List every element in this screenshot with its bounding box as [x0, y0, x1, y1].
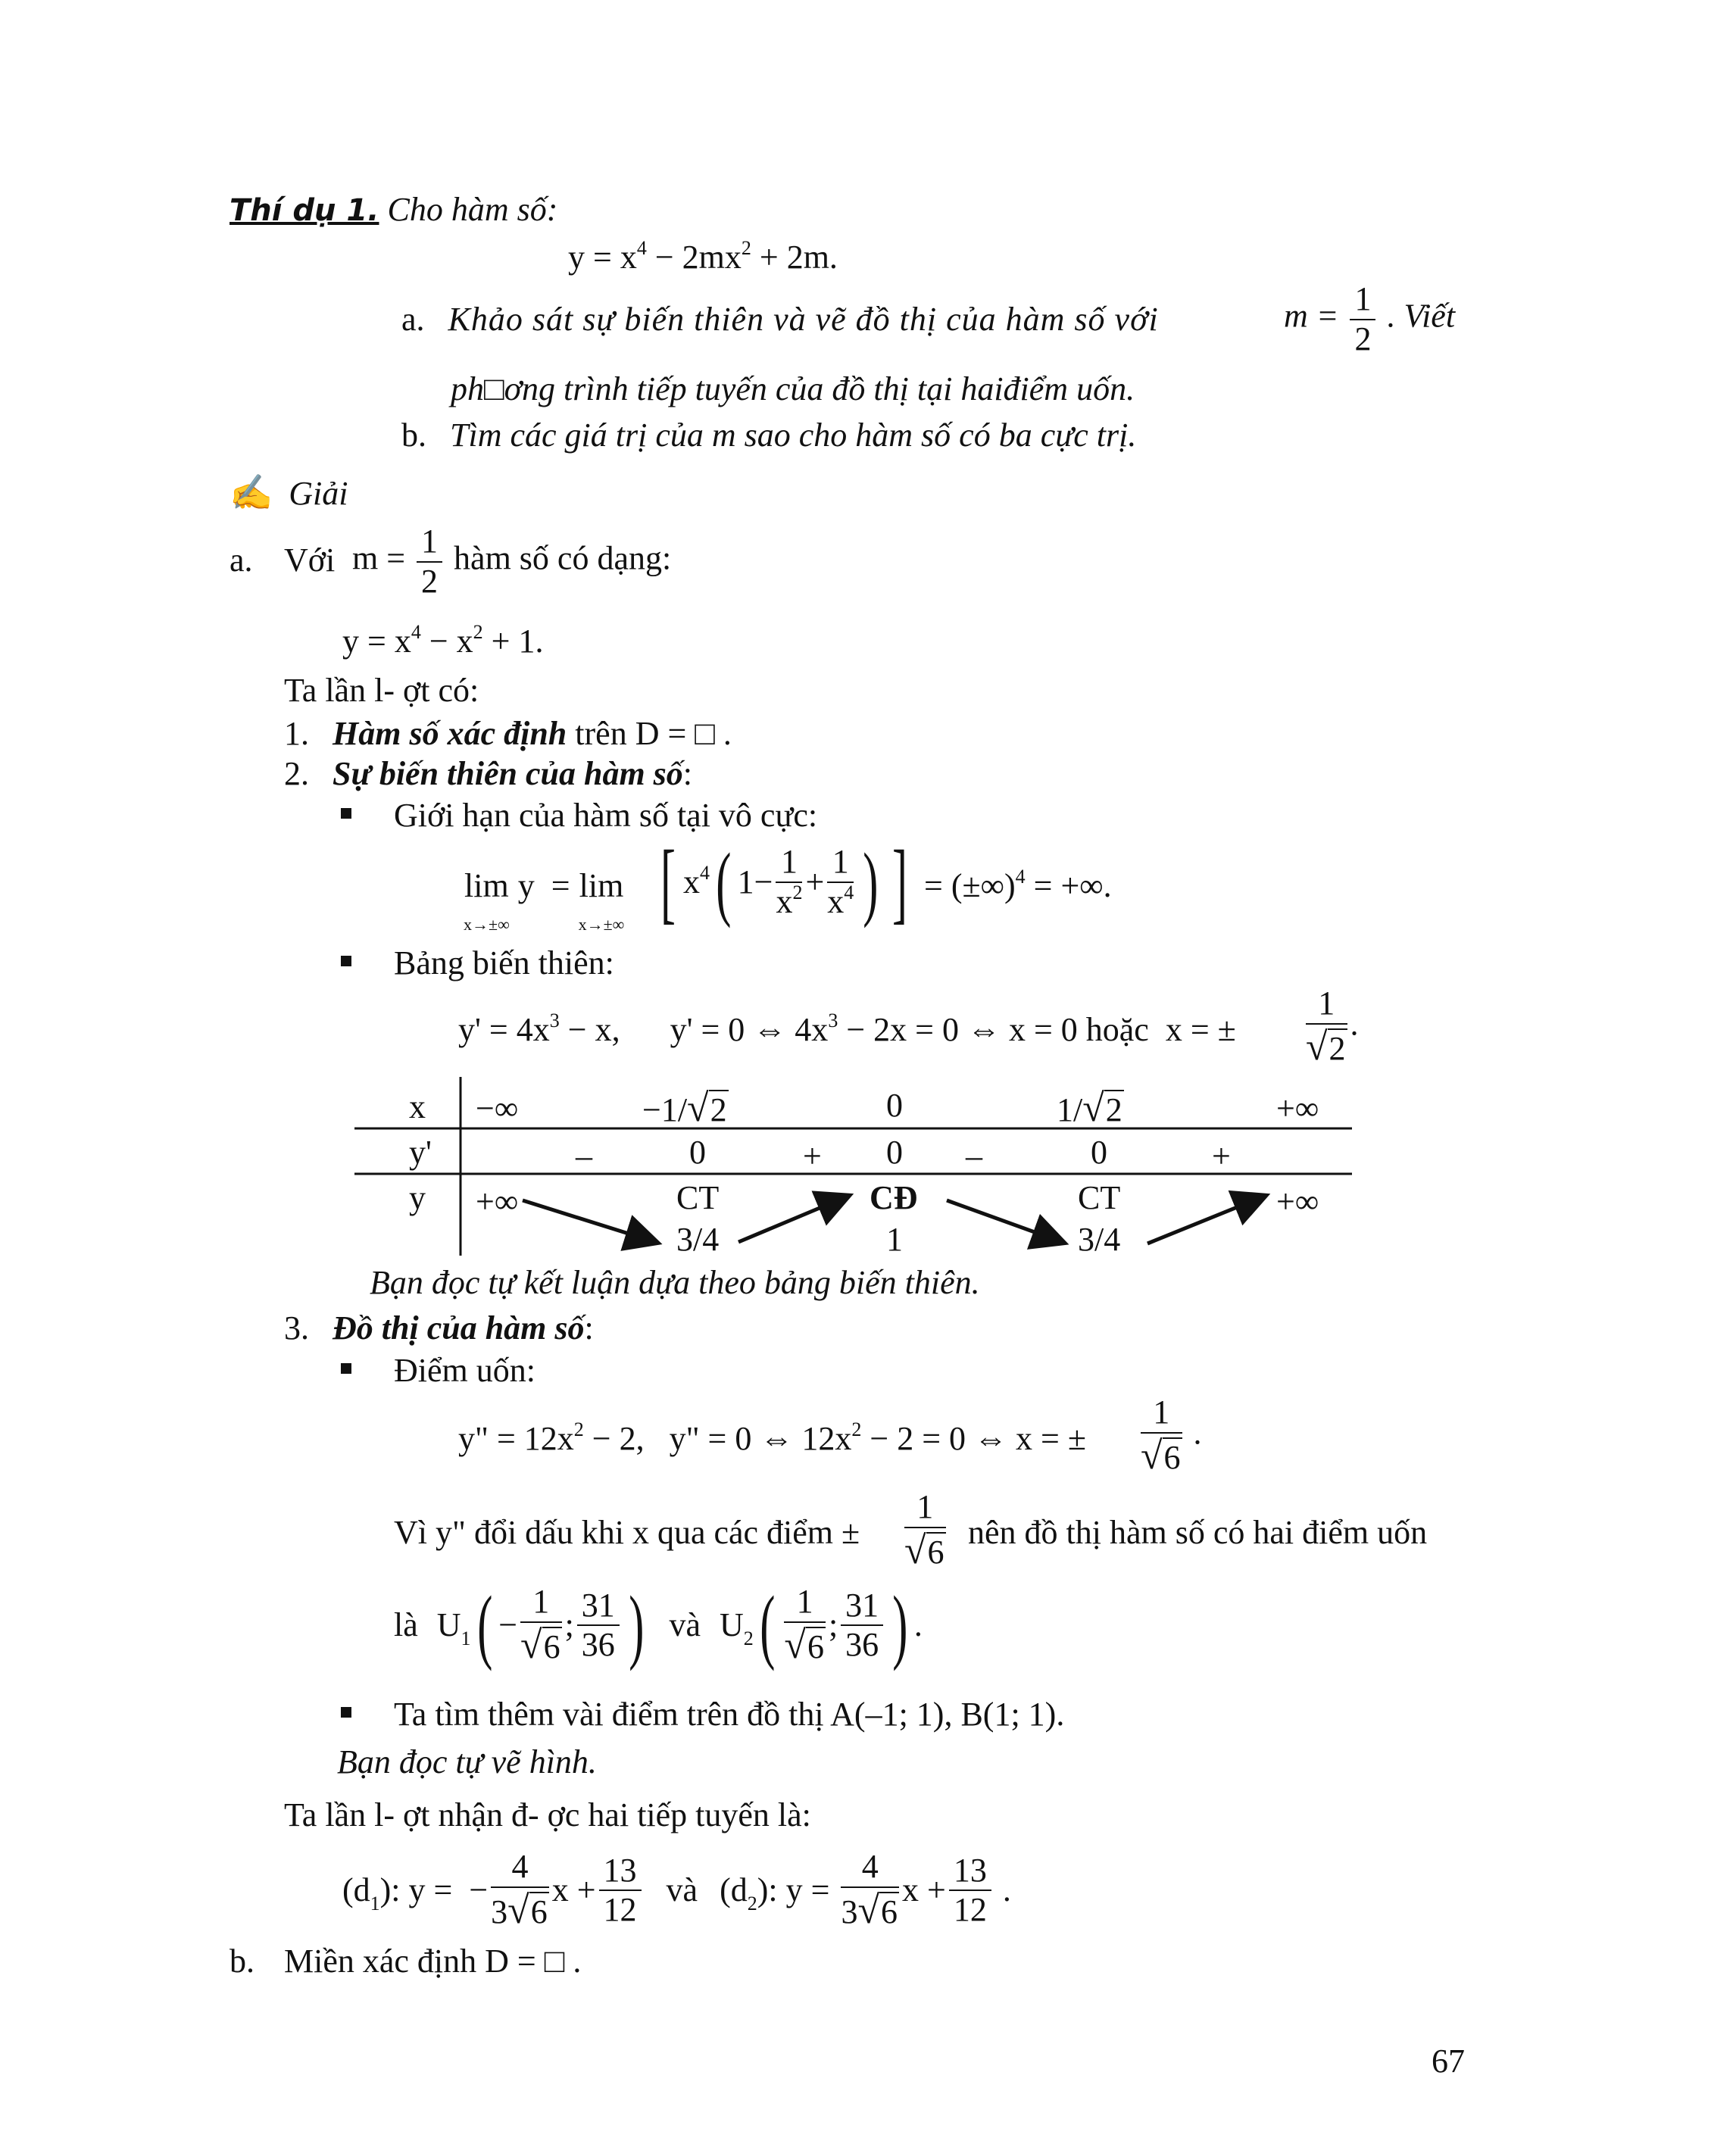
sign-cell: +: [1212, 1137, 1231, 1175]
y-top: CT: [676, 1179, 720, 1216]
y-bottom: 3/4: [1078, 1221, 1121, 1258]
y-top: CĐ: [870, 1179, 918, 1216]
sqrt-radicand: 2: [1105, 1091, 1122, 1128]
table-yp-label: y': [409, 1134, 432, 1171]
solution-a-with: Với: [284, 541, 336, 579]
sign-cell: –: [966, 1137, 982, 1175]
sign-cell: +: [803, 1137, 822, 1175]
lim-2-sub: x→±∞: [578, 915, 625, 934]
solution-a-m-label: m =: [352, 539, 406, 577]
part-a-den: 2: [1354, 320, 1372, 357]
part-a-viet: . Viết: [1387, 297, 1456, 335]
sqrt-radicand: 2: [710, 1091, 727, 1128]
sign-cell: 0: [1091, 1134, 1107, 1171]
x-value-text: −1/: [642, 1091, 688, 1128]
sign-change-text: Vì y" đổi dấu khi x qua các điểm ±: [394, 1514, 860, 1551]
sequence-text: Ta lần l- ợt có:: [284, 672, 479, 709]
extra-points: Ta tìm thêm vài điểm trên đồ thị A(–1; 1), B(1; 1).: [394, 1696, 1065, 1733]
inflection-title: Điểm uốn:: [394, 1352, 535, 1389]
example-intro: Cho hàm số:: [387, 191, 558, 228]
part-b-text: Tìm các giá trị của m sao cho hàm số có ba cực trị.: [450, 417, 1137, 454]
sign-cell: –: [576, 1137, 592, 1175]
derivative-fraction: $\frac{1}{√2}$ .: [1306, 985, 1359, 1069]
y-top: +∞: [476, 1183, 519, 1220]
bullet: [341, 1707, 351, 1718]
part-a-label: a.: [401, 301, 425, 338]
arrow-down-2: [947, 1200, 1062, 1242]
y-bottom: 3/4: [676, 1221, 720, 1258]
page-number: 67: [1432, 2042, 1465, 2080]
sign-change-fraction: $\frac{1}{√6}$: [904, 1488, 944, 1572]
table-title: Bảng biến thiên:: [394, 944, 614, 981]
x-value: +∞: [1276, 1090, 1319, 1127]
solution-a-rest: hàm số có dạng:: [454, 539, 672, 577]
limit-bracket-expr: [ $x^4$( 1− $\frac{1}{x^2}$ + $\frac{1}{x^4}$ ) ]: [660, 832, 907, 932]
sign-cell: 0: [886, 1134, 903, 1171]
sign-change-rest: nên đồ thị hàm số có hai điểm uốn: [968, 1514, 1428, 1551]
derivative-line: $y' = 4x^3 - x$, y' = 0 ⇔ $4x^3 - 2x = 0$ ⇔ x = 0 hoặc x = ±: [458, 1010, 1236, 1048]
second-derivative-fraction: $\frac{1}{√6}$ .: [1141, 1393, 1202, 1478]
solution-a-num: 1: [417, 523, 442, 563]
step2-num: 2.: [284, 755, 309, 792]
part-b-label: b.: [401, 417, 426, 454]
step3: [284, 1309, 594, 1347]
tangent-lines: $(d_1)$: y = − $\frac{4}{3√6}$ x + $\frac{13}{12}$ và $(d_2)$: y = $\frac{4}{3√6}$ x + $\frac{13}{12}$ .: [342, 1848, 1011, 1932]
writing-hand-icon: ✍: [229, 473, 273, 512]
step3-bold: Đồ thị của hàm số: [333, 1309, 585, 1347]
lim-1: lim: [464, 867, 509, 904]
limit-title: Giới hạn của hàm số tại vô cực:: [394, 797, 818, 834]
arrow-up-1: [738, 1197, 847, 1242]
limit-expression: lim x→±∞ y = lim x→±∞: [464, 867, 625, 934]
part-a-m-label: m =: [1284, 297, 1339, 335]
solution-a-label: a.: [229, 541, 253, 579]
solution-a-function: $y = x^4 - x^2 + 1$.: [342, 621, 544, 660]
part-a-line2: ph□ơng trình tiếp tuyến của đồ thị tại haiđiểm uốn.: [451, 370, 1135, 407]
x-value: −∞: [476, 1090, 519, 1127]
solution-a-den: 2: [421, 562, 439, 600]
lim-1-sub: x→±∞: [464, 915, 510, 934]
arrow-down-1: [523, 1200, 655, 1242]
lim-2: lim: [579, 867, 624, 904]
x-value: 1/√2: [1057, 1087, 1122, 1130]
x-value: −1/√2: [642, 1087, 727, 1130]
draw-note: Bạn đọc tự vẽ hình.: [337, 1743, 597, 1780]
step1-num: 1.: [284, 715, 309, 752]
and-word: và: [669, 1606, 701, 1644]
points-la: là: [394, 1606, 418, 1644]
example-function: $y = x^4 - 2mx^2 + 2m$.: [568, 237, 838, 276]
y-bottom: 1: [886, 1221, 903, 1258]
part-a-num: 1: [1350, 280, 1375, 320]
step1-bold: Hàm số xác định: [333, 715, 567, 752]
step2-colon: :: [682, 755, 693, 792]
step3-num: 3.: [284, 1309, 309, 1347]
second-derivative-line: y" = $12x^2 - 2$, y" = 0 ⇔ $12x^2 - 2 = 0$ ⇔ x = ±: [458, 1418, 1086, 1457]
limit-result: = (±∞)$^4$ = +∞.: [924, 866, 1112, 904]
table-conclusion: Bạn đọc tự kết luận dựa theo bảng biến thiên.: [370, 1264, 980, 1301]
table-x-label: x: [409, 1088, 426, 1125]
x-value-text: 1/: [1057, 1091, 1083, 1128]
y-top: +∞: [1276, 1183, 1319, 1220]
tangent-intro: Ta lần l- ợt nhận đ- ợc hai tiếp tuyến là:: [284, 1796, 811, 1833]
example-heading: Thí dụ 1.: [229, 193, 379, 228]
solution-b-label: b.: [229, 1943, 254, 1980]
solution-label: Giải: [289, 475, 348, 512]
solution-b-text: Miền xác định D = □ .: [284, 1943, 582, 1980]
sign-cell: 0: [689, 1134, 706, 1171]
y-top: CT: [1078, 1179, 1121, 1216]
x-value: 0: [886, 1087, 903, 1124]
arrow-up-2: [1147, 1197, 1263, 1244]
step2-bold: Sự biến thiên của hàm số: [333, 755, 683, 792]
part-a-text: Khảo sát sự biến thiên và vẽ đồ thị của hàm số với: [448, 301, 1159, 338]
table-y-label: y: [409, 1179, 426, 1216]
bullet: [341, 1363, 351, 1374]
inflection-points: là $U_1$( − $\frac{1}{√6}$ ; $\frac{31}{36}$ ) và $U_2$( $\frac{1}{√6}$ ; $\frac{31}{36}$ ) .: [394, 1579, 923, 1672]
step1-rest: trên D = □ .: [575, 715, 732, 752]
step3-colon: :: [584, 1309, 594, 1347]
